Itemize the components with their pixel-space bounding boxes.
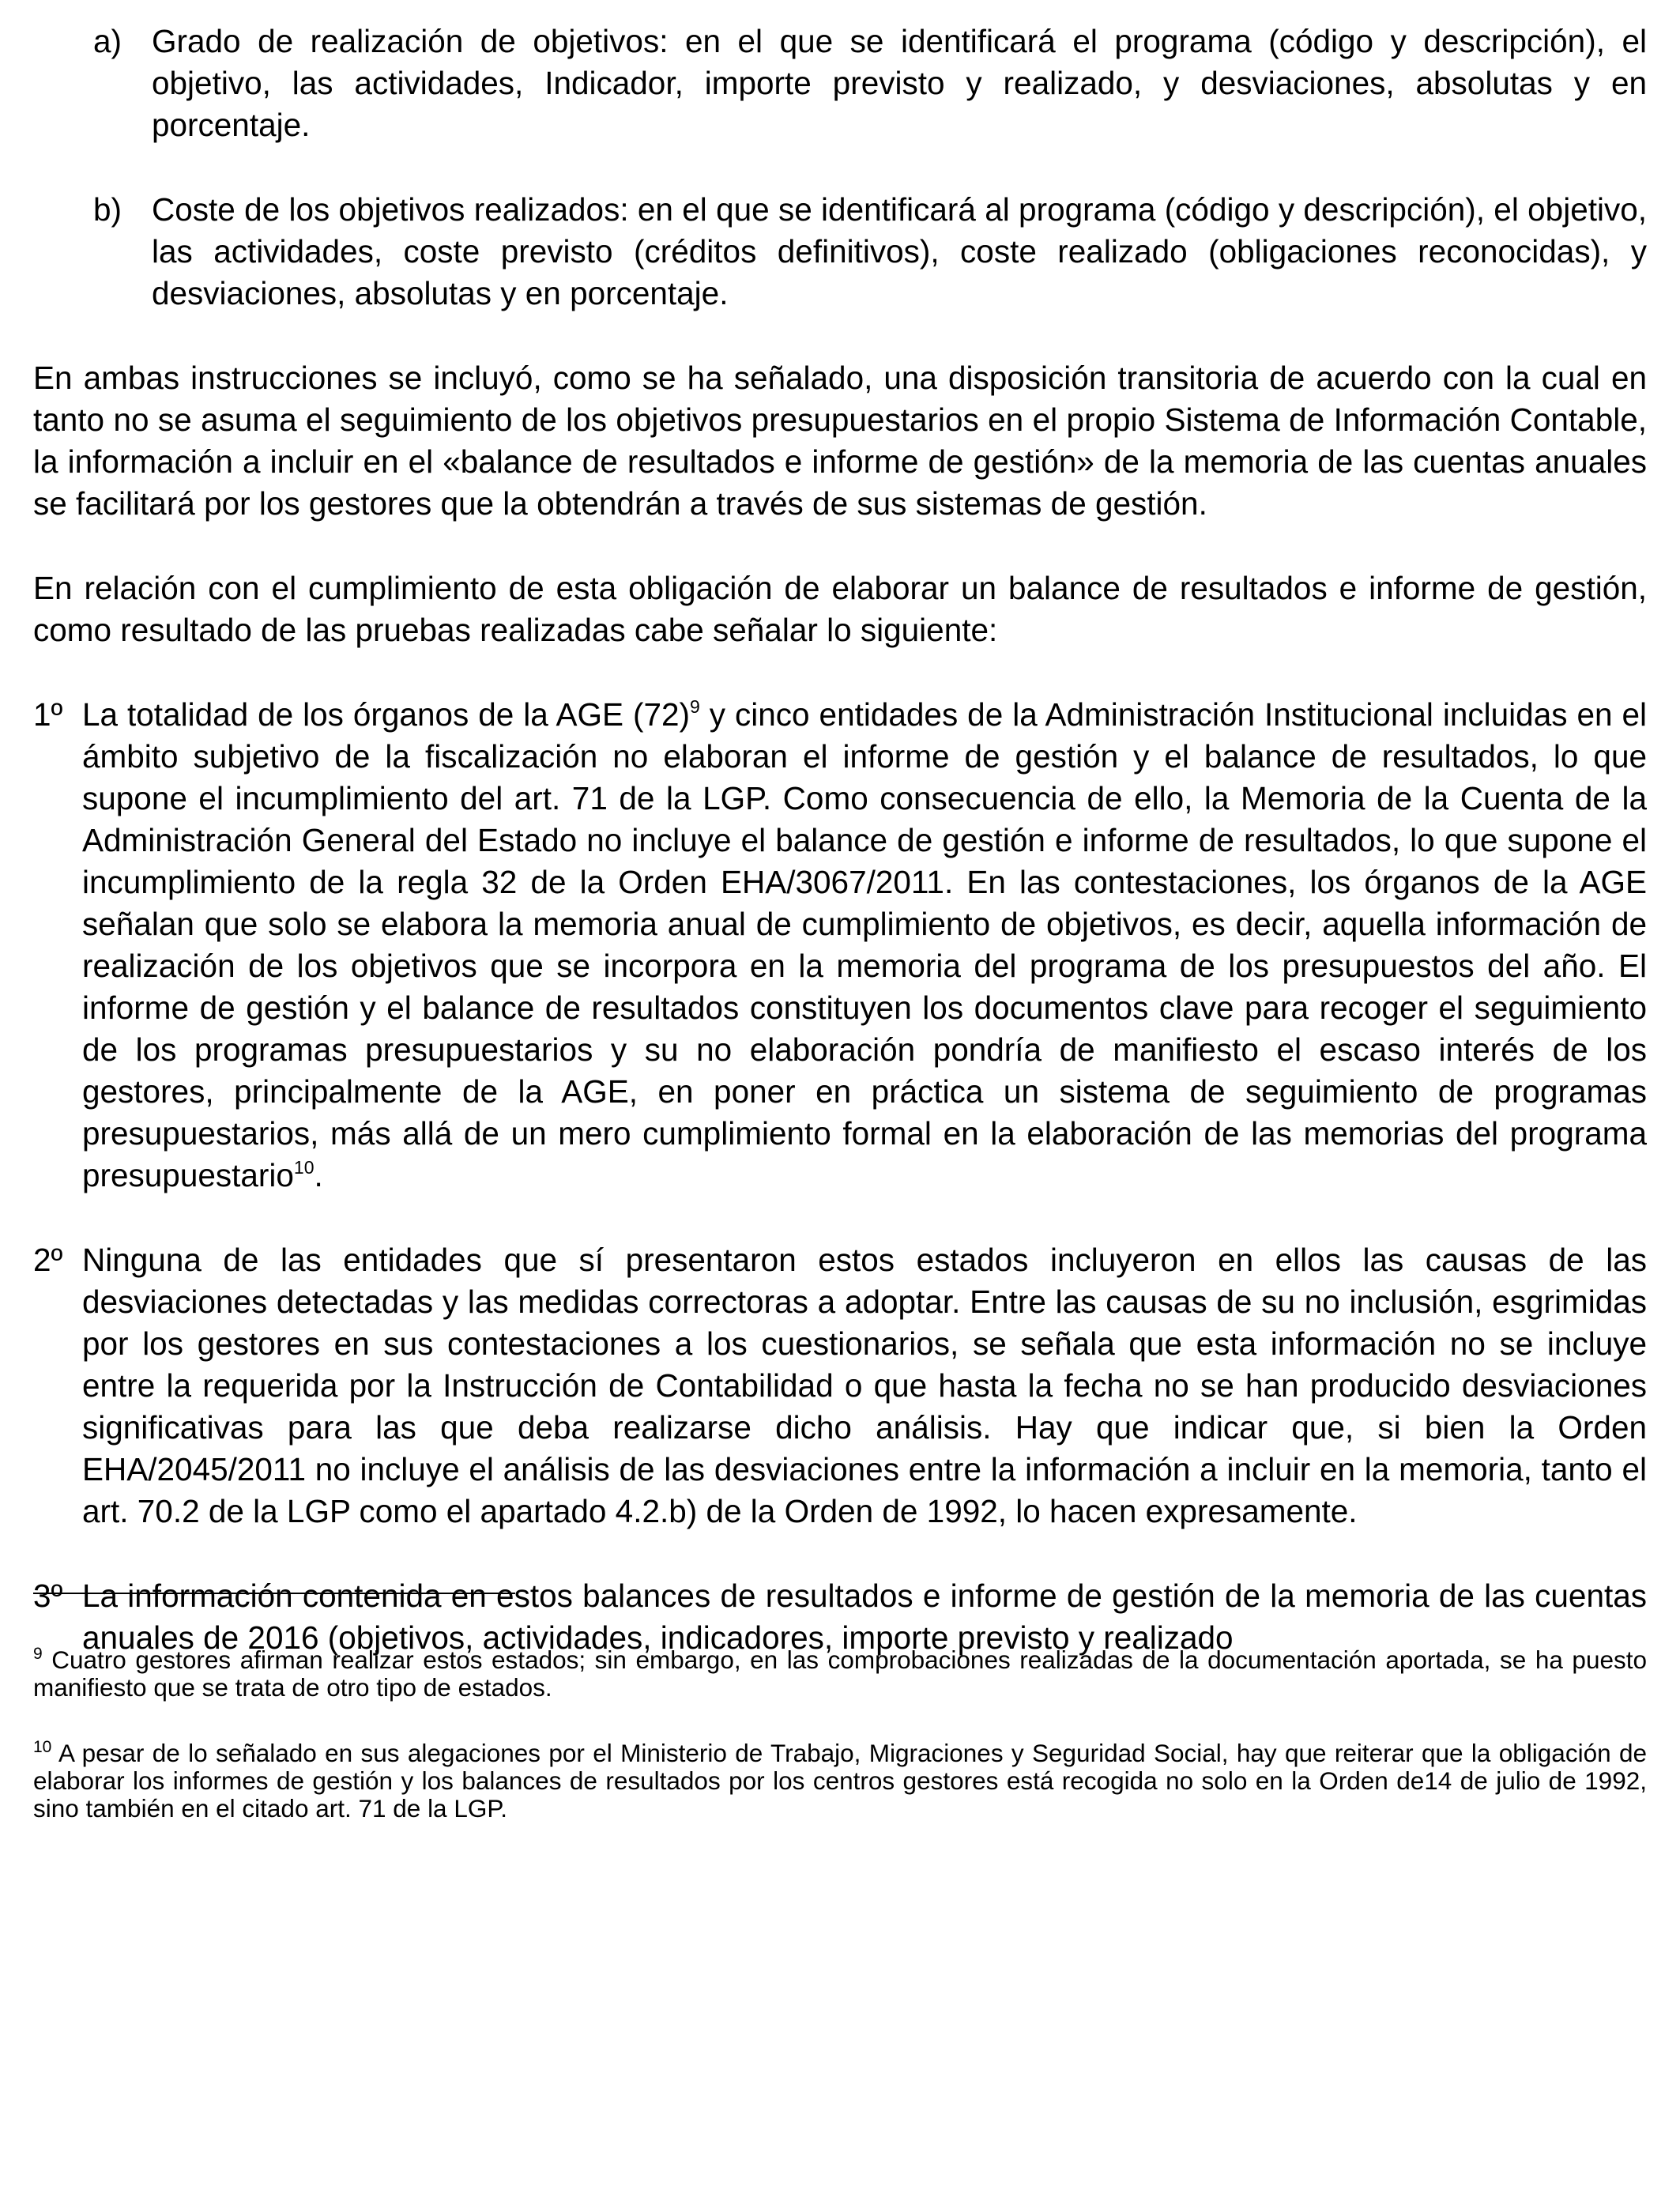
footnote-9 (33, 1646, 1647, 1702)
footnote-number: 9 (33, 1645, 43, 1663)
list-marker: b) (93, 191, 122, 228)
footnote-separator (33, 1593, 515, 1594)
footnote-reference-9: 9 (690, 696, 700, 717)
footnotes (33, 1646, 1647, 1860)
footnote-reference-10: 10 (293, 1157, 315, 1178)
finding-2 (33, 1239, 1647, 1532)
finding-1 (33, 694, 1647, 1197)
list-marker: a) (93, 23, 122, 59)
finding-text (82, 694, 1647, 1197)
finding-text: Ninguna de las entidades que sí presentaron estos estados incluyeron en ellos las causas de las desviaciones detectadas y las medidas correctoras a adoptar. Entre las causas de su no inclusión, esgrimidas por los gestores en sus contestaciones a los cuestionarios, se señala que esta información no se incluye entre la requerida por la Instrucción de Contabilidad o que hasta la fecha no se han producido desviaciones significativas para las que deba realizarse dicho análisis. Hay que indicar que, si bien la Orden EHA/2045/2011 no incluye el análisis de las desviaciones entre la información a incluir en la memoria, tanto el art. 70.2 de la LGP como el apartado 4.2.b) de la Orden de 1992, lo hacen expresamente. (82, 1242, 1647, 1529)
finding-text-part: y cinco entidades de la Administración Institucional incluidas en el ámbito subjetivo de la fiscalización no elaboran el informe de gestión y el balance de resultados, lo que supone el incumplimiento del art. 71 de la LGP. Como consecuencia de ello, la Memoria de la Cuenta de la Administración General del Estado no incluye el balance de gestión e informe de resultados, lo que supone el incumplimiento de la regla 32 de la Orden EHA/3067/2011. En las contestaciones, los órganos de la AGE señalan que solo se elabora la memoria anual de cumplimiento de objetivos, es decir, aquella información de realización de los objetivos que se incorpora en la memoria del programa de los presupuestos del año. El informe de gestión y el balance de resultados constituyen los documentos clave para recoger el seguimiento de los programas presupuestarios y su no elaboración pondría de manifiesto el escaso interés de los gestores, principalmente de la AGE, en poner en práctica un sistema de seguimiento de programas presupuestarios, más allá de un mero cumplimiento formal en la elaboración de las memorias del programa presupuestario (82, 696, 1647, 1193)
list-item-text: Grado de realización de objetivos: en el que se identificará el programa (código y descripción), el objetivo, las actividades, Indicador, importe previsto y realizado, y desviaciones, absolutas y en porcentaje. (152, 23, 1647, 143)
document-body (33, 21, 1647, 1702)
footnote-10 (33, 1740, 1647, 1823)
list-item-b (93, 189, 1647, 315)
finding-marker: 2º (33, 1242, 63, 1278)
paragraph-findings-intro: En relación con el cumplimiento de esta obligación de elaborar un balance de resultados e informe de gestión, como resultado de las pruebas realizadas cabe señalar lo siguiente: (33, 570, 1647, 648)
footnote-text: A pesar de lo señalado en sus alegaciones por el Ministerio de Trabajo, Migraciones y Seguridad Social, hay que reiterar que la obligación de elaborar los informes de gestión y los balances de resultados por los centros gestores está recogida no solo en la Orden de14 de julio de 1992, sino también en el citado art. 71 de la LGP. (33, 1739, 1647, 1823)
list-item-text: Coste de los objetivos realizados: en el que se identificará al programa (código y descripción), el objetivo, las actividades, coste previsto (créditos definitivos), coste realizado (obligaciones reconocidas), y desviaciones, absolutas y en porcentaje. (152, 191, 1647, 311)
finding-text-part: . (314, 1157, 323, 1193)
footnote-text: Cuatro gestores afirman realizar estos estados; sin embargo, en las comprobaciones realizadas de la documentación aportada, se ha puesto manifiesto que se trata de otro tipo de estados. (33, 1646, 1647, 1702)
finding-text: La información contenida en estos balances de resultados e informe de gestión de la memoria de las cuentas anuales de 2016 (objetivos, actividades, indicadores, importe previsto y realizado (82, 1578, 1647, 1656)
finding-marker: 3º (33, 1578, 63, 1614)
finding-marker: 1º (33, 696, 63, 733)
footnote-number: 10 (33, 1738, 52, 1756)
finding-text-part: La totalidad de los órganos de la AGE (72) (82, 696, 691, 733)
paragraph-transitional-provision: En ambas instrucciones se incluyó, como se ha señalado, una disposición transitoria de acuerdo con la cual en tanto no se asuma el seguimiento de los objetivos presupuestarios en el propio Sistema de Información Contable, la información a incluir en el «balance de resultados e informe de gestión» de la memoria de las cuentas anuales se facilitará por los gestores que la obtendrán a través de sus sistemas de gestión. (33, 360, 1647, 522)
list-item-a (93, 21, 1647, 146)
